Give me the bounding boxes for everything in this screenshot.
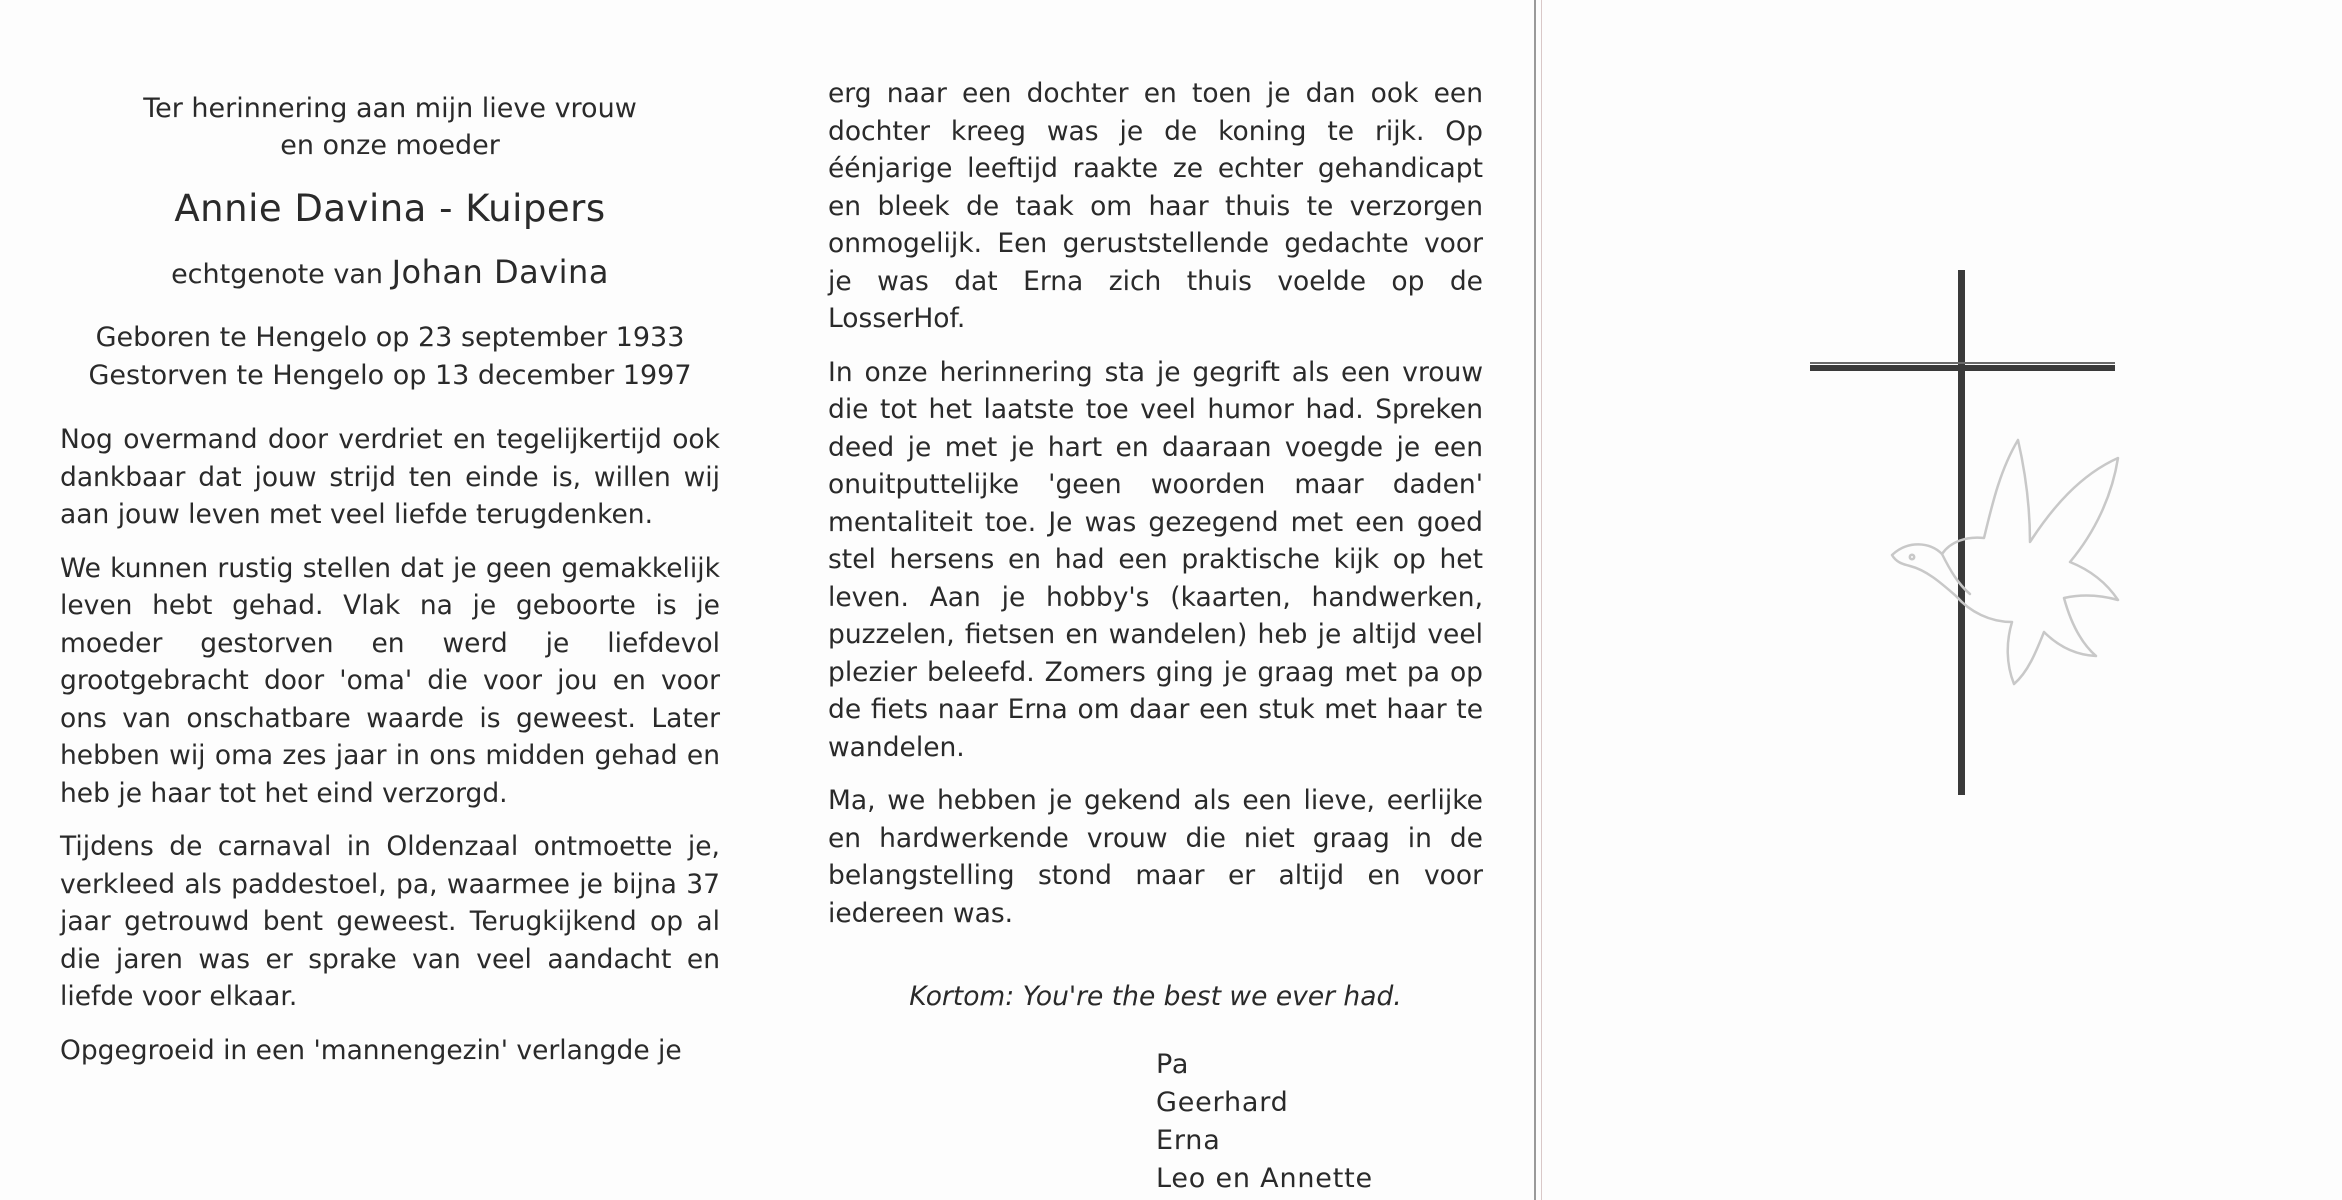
spouse-line: [60, 252, 720, 295]
signee: Pa: [1156, 1048, 1190, 1080]
deceased-name: Annie Davina - Kuipers: [174, 187, 606, 230]
dove-icon: [1892, 440, 2118, 684]
intro-line-2: en onze moeder: [280, 130, 500, 161]
spouse-name: Johan Davina: [391, 253, 609, 291]
paragraph: Ma, we hebben je gekend als een lieve, eerlijke en hardwerkende vrouw die niet graag in de belangstelling stond maar er altijd en voor iedereen was.: [828, 785, 1483, 929]
cross-and-dove-icon: [1800, 270, 2180, 810]
paragraph: In onze herinnering sta je gegrift als een vrouw die tot het laatste toe veel humor had. Spreken deed je met je hart en daaraan voegde je een onuitputtelijke 'geen woorden maar daden' mentaliteit toe. Je was gezegend met een goed stel hersens en had een praktische kijk op het leven. Aan je hobby's (kaarten, handwerken, puzzelen, fietsen en wandelen) heb je altijd veel plezier beleefd. Zomers ging je graag met pa op de fiets naar Erna om daar een stuk met haar te wandelen.: [828, 356, 1483, 763]
signees-list: [828, 1046, 1483, 1198]
fold-shadow: [1541, 0, 1542, 1200]
middle-page: [828, 75, 1483, 1198]
closing-line: Kortom: You're the best we ever had.: [909, 981, 1402, 1012]
paragraph: Nog overmand door verdriet en tegelijkertijd ook dankbaar dat jouw strijd ten einde is, willen wij aan jouw leven met veel liefde terugdenken.: [60, 424, 720, 530]
fold-line: [1534, 0, 1536, 1200]
life-dates: [60, 319, 720, 395]
paragraph: Tijdens de carnaval in Oldenzaal ontmoette je, verkleed als paddestoel, pa, waarmee je bijna 37 jaar getrouwd bent geweest. Terugkijkend op al die jaren was er sprake van veel aandacht en liefde voor elkaar.: [60, 831, 720, 1012]
death-line: Gestorven te Hengelo op 13 december 1997: [88, 360, 692, 391]
paragraph: erg naar een dochter en toen je dan ook een dochter kreeg was je de koning te rijk. Op éénjarige leeftijd raakte ze echter gehandicapt en bleek de taak om haar thuis te verzorgen onmogelijk. Een geruststellende gedachte voor je was dat Erna zich thuis voelde op de LosserHof.: [828, 78, 1483, 334]
birth-line: Geboren te Hengelo op 23 september 1933: [95, 322, 685, 353]
signee: Erna: [1156, 1124, 1221, 1156]
spouse-prefix: echtgenote van: [171, 259, 384, 290]
paragraph: We kunnen rustig stellen dat je geen gemakkelijk leven hebt gehad. Vlak na je geboorte is je moeder gestorven en werd je liefdevol grootgebracht door 'oma' die voor jou en voor ons van onschatbare waarde is geweest. Later hebben wij oma zes jaar in ons midden gehad en heb je haar tot het eind verzorgd.: [60, 552, 720, 809]
left-page: [60, 90, 720, 1085]
signee: Geerhard: [1156, 1086, 1289, 1118]
signee: Leo en Annette: [1156, 1162, 1373, 1194]
intro-line-1: Ter herinnering aan mijn lieve vrouw: [143, 93, 637, 124]
paragraph: Opgegroeid in een 'mannengezin' verlangde je: [60, 1034, 682, 1066]
cross-icon: [1810, 270, 2115, 795]
